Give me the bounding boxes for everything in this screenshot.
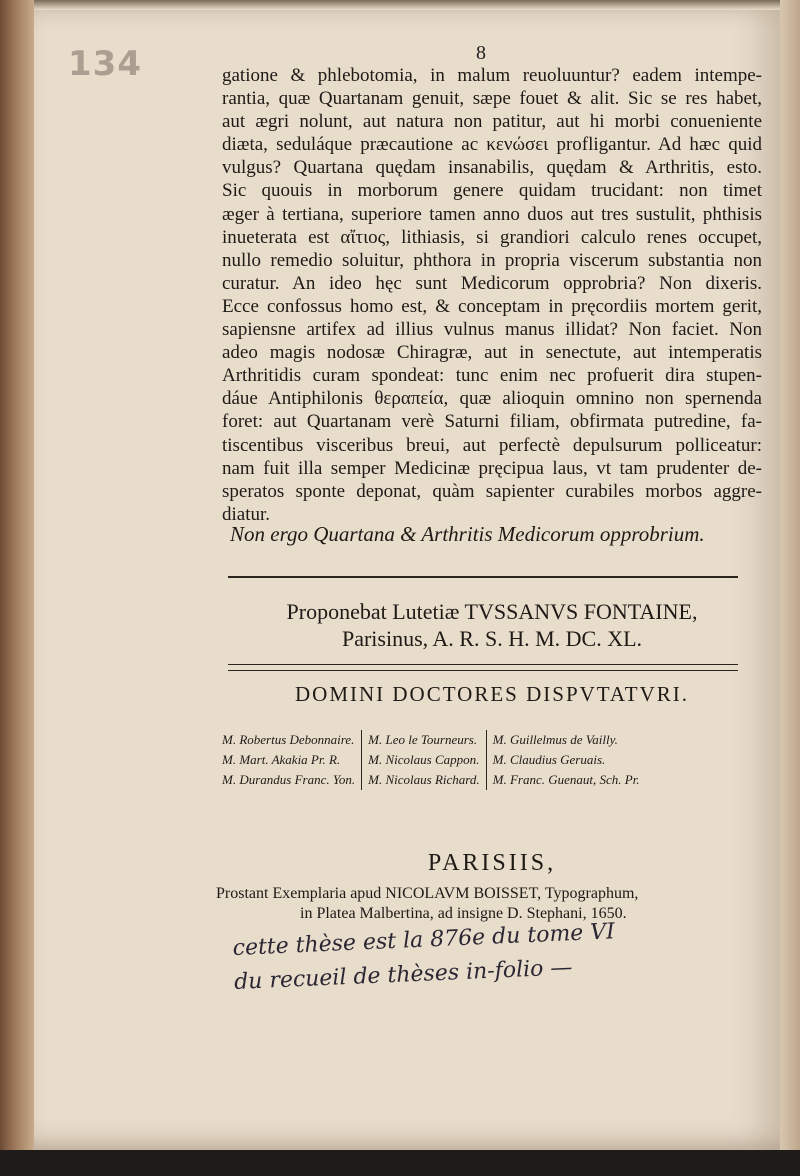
page-fore-edge xyxy=(780,0,800,1176)
doctor-name: M. Robertus Debonnaire. xyxy=(222,732,355,747)
doctor-name: M. Mart. Akakia Pr. R. xyxy=(222,752,341,767)
handwritten-line: du recueil de thèses in-folio — xyxy=(233,955,573,995)
body-line: curatur. An ideo hęc sunt Medicorum opprobria? Non dixeris. xyxy=(222,272,762,294)
top-edge-shadow xyxy=(0,0,780,10)
doctor-name: M. Leo le Tourneurs. xyxy=(368,732,478,747)
body-line: diatur. xyxy=(222,503,271,525)
body-line: Ecce confossus homo est, & conceptam in pręcordiis mortem gerit, xyxy=(222,295,762,317)
shelf-mark-stamp: 134 xyxy=(68,44,142,84)
doctor-name: M. Claudius Geruais. xyxy=(492,752,606,767)
body-line: vulgus? Quartana quędam insanabilis, quędam & Arthritis, esto. xyxy=(222,157,762,179)
body-line: sapiensne artifex ad illius vulnus manus illidat? Non faciet. Non xyxy=(222,319,762,341)
body-line: nam fuit illa semper Medicinæ pręcipua laus, vt tam prudenter de- xyxy=(222,457,762,479)
doctor-name: M. Durandus Franc. Yon. xyxy=(222,772,356,787)
body-line: tiscentibus visceribus breui, aut perfectè depulsurum polliceatur: xyxy=(222,434,762,456)
imprint-line: in Platea Malbertina, ad insigne D. Stephani, 1650. xyxy=(300,905,627,922)
doctor-name: M. Guillelmus de Vailly. xyxy=(492,732,618,747)
body-line: gatione & phlebotomia, in malum reuoluuntur? eadem intempe- xyxy=(222,65,762,86)
conclusion-statement: Non ergo Quartana & Arthritis Medicorum opprobrium. xyxy=(230,522,705,546)
body-line: foret: aut Quartanam verè Saturni filiam, obfirmata putredine, fa- xyxy=(222,411,762,433)
body-line: aut ægri nolunt, aut natura non patitur, aut hi morbi conueniente xyxy=(222,111,762,133)
page-number: 8 xyxy=(476,42,486,64)
doctors-column xyxy=(216,730,361,790)
divider-rule xyxy=(228,576,738,578)
body-line: diæta, seduláque præcautione ac κενώσει profligantur. Ad hæc quid xyxy=(222,134,762,156)
proponent-statement xyxy=(222,598,762,652)
body-line: æger à tertiana, superiore tamen anno duos aut tres sustulit, phthisis xyxy=(222,203,762,225)
doctors-column xyxy=(486,730,646,790)
imprint-city: PARISIIS, xyxy=(427,850,557,876)
body-line: nullo remedio soluitur, phthora in propria viscerum substantia non xyxy=(222,249,762,271)
bottom-shadow xyxy=(0,1150,800,1176)
doctor-name: M. Nicolaus Cappon. xyxy=(368,752,480,767)
double-divider-rule xyxy=(228,664,738,671)
body-line: adeo magis nodosæ Chiragræ, aut in senectute, aut intemperatis xyxy=(222,342,762,364)
doctors-column xyxy=(361,730,485,790)
body-line: inueterata est αἴτιος, lithiasis, si grandiori calculo renes occupet, xyxy=(222,226,762,248)
imprint-line: Prostant Exemplaria apud NICOLAVM BOISSET, Typographum, xyxy=(216,885,639,902)
binding-gutter xyxy=(0,0,34,1150)
body-text xyxy=(222,64,762,526)
doctors-list xyxy=(216,730,766,790)
doctor-name: M. Franc. Guenaut, Sch. Pr. xyxy=(492,772,640,787)
body-line: dáue Antiphilonis θεραπεία, quæ alioquin omnino non spernenda xyxy=(222,388,762,410)
body-line: speratos sponte deponat, quàm sapienter curabiles morbos aggre- xyxy=(222,480,762,502)
body-line: Arthritidis curam spondeat: tunc enim nec profuerit dira stupen- xyxy=(222,365,762,387)
handwritten-line: cette thèse est la 876e du tome VI xyxy=(232,919,616,961)
proponent-line: Proponebat Lutetiæ TVSSANVS FONTAINE, xyxy=(286,599,698,624)
body-line: Sic quouis in morborum genere quidam trucidant: non timet xyxy=(222,180,762,202)
doctor-name: M. Nicolaus Richard. xyxy=(368,772,480,787)
doctors-heading: DOMINI DOCTORES DISPVTATVRI. xyxy=(294,682,690,706)
proponent-date-line: Parisinus, A. R. S. H. M. DC. XL. xyxy=(341,626,643,651)
body-line: rantia, quæ Quartanam genuit, sæpe fouet & alit. Sic se res habet, xyxy=(222,88,762,110)
